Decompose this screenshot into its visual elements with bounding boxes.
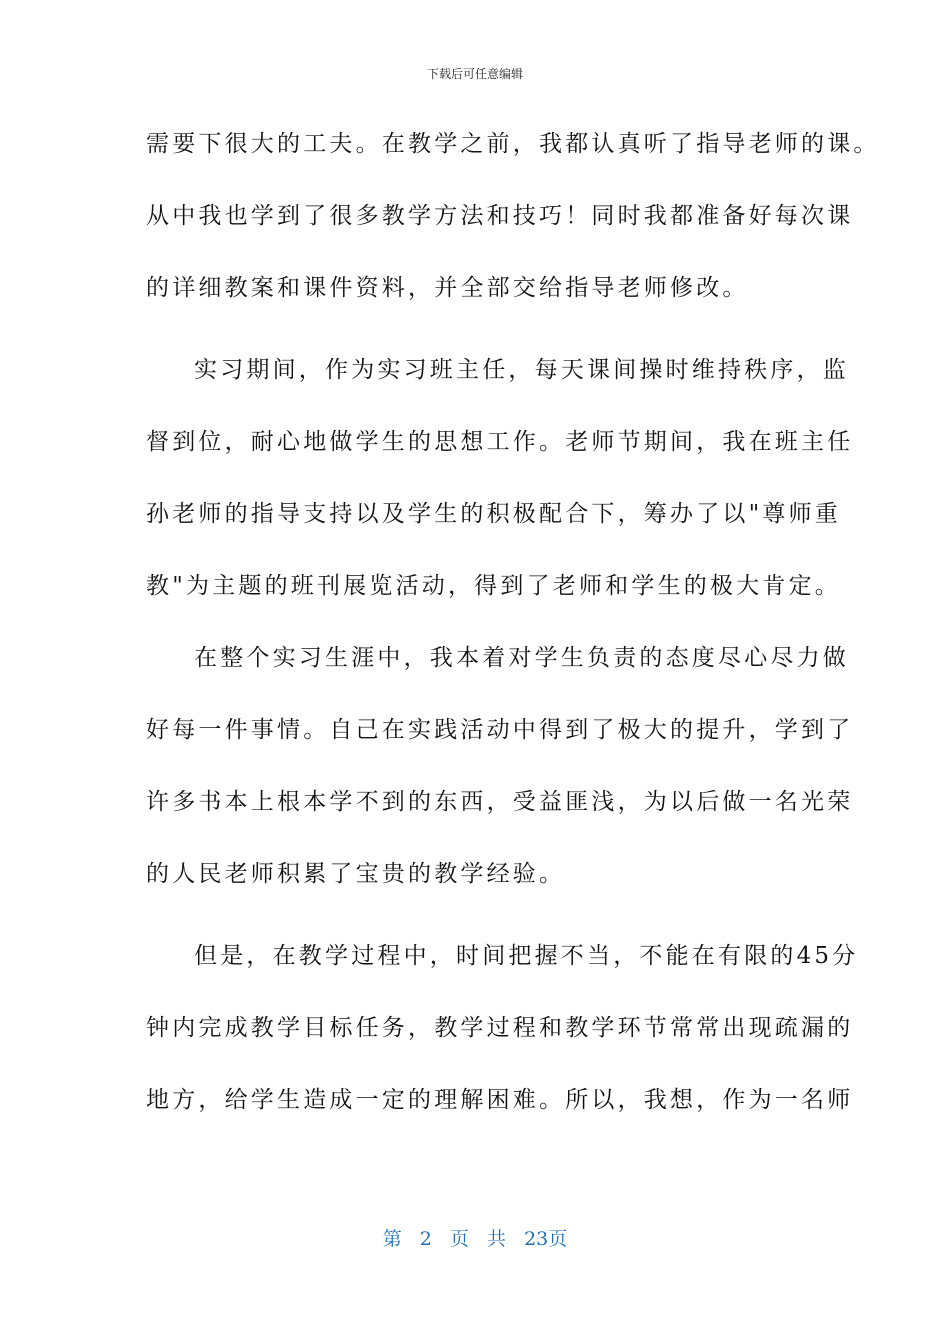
- page-number-prefix: 第: [382, 1228, 402, 1250]
- paragraph-start-line: 实习期间，作为实习班主任，每天课间操时维持秩序，监: [194, 357, 849, 383]
- body-line: 需要下很大的工夫。在教学之前，我都认真听了指导老师的课。: [146, 131, 880, 157]
- paragraph-start-line: 在整个实习生涯中，我本着对学生负责的态度尽心尽力做: [194, 645, 849, 671]
- page-number-current: 2: [419, 1228, 432, 1250]
- body-line: 地方，给学生造成一定的理解困难。所以，我想，作为一名师: [146, 1087, 854, 1113]
- body-line: 好每一件事情。自己在实践活动中得到了极大的提升，学到了: [146, 717, 854, 743]
- body-line: 的详细教案和课件资料，并全部交给指导老师修改。: [146, 275, 749, 301]
- paragraph-start-line: 但是，在教学过程中，时间把握不当，不能在有限的45分: [194, 943, 859, 969]
- body-line: 钟内完成教学目标任务，教学过程和教学环节常常出现疏漏的: [146, 1015, 854, 1041]
- page-total-prefix: 共: [487, 1228, 507, 1250]
- body-line: 许多书本上根本学不到的东西，受益匪浅，为以后做一名光荣: [146, 789, 854, 815]
- page-number-unit: 页: [449, 1228, 469, 1250]
- body-line: 督到位，耐心地做学生的思想工作。老师节期间，我在班主任: [146, 429, 854, 455]
- body-line: 从中我也学到了很多教学方法和技巧！同时我都准备好每次课: [146, 203, 854, 229]
- body-line: 孙老师的指导支持以及学生的积极配合下，筹办了以"尊师重: [146, 501, 841, 527]
- page-footer: [0, 1226, 950, 1252]
- page-number-total: 23页: [524, 1228, 568, 1250]
- body-line: 教"为主题的班刊展览活动，得到了老师和学生的极大肯定。: [146, 573, 841, 599]
- page-header: 下载后可任意编辑: [426, 67, 523, 81]
- body-line: 的人民老师积累了宝贵的教学经验。: [146, 861, 566, 887]
